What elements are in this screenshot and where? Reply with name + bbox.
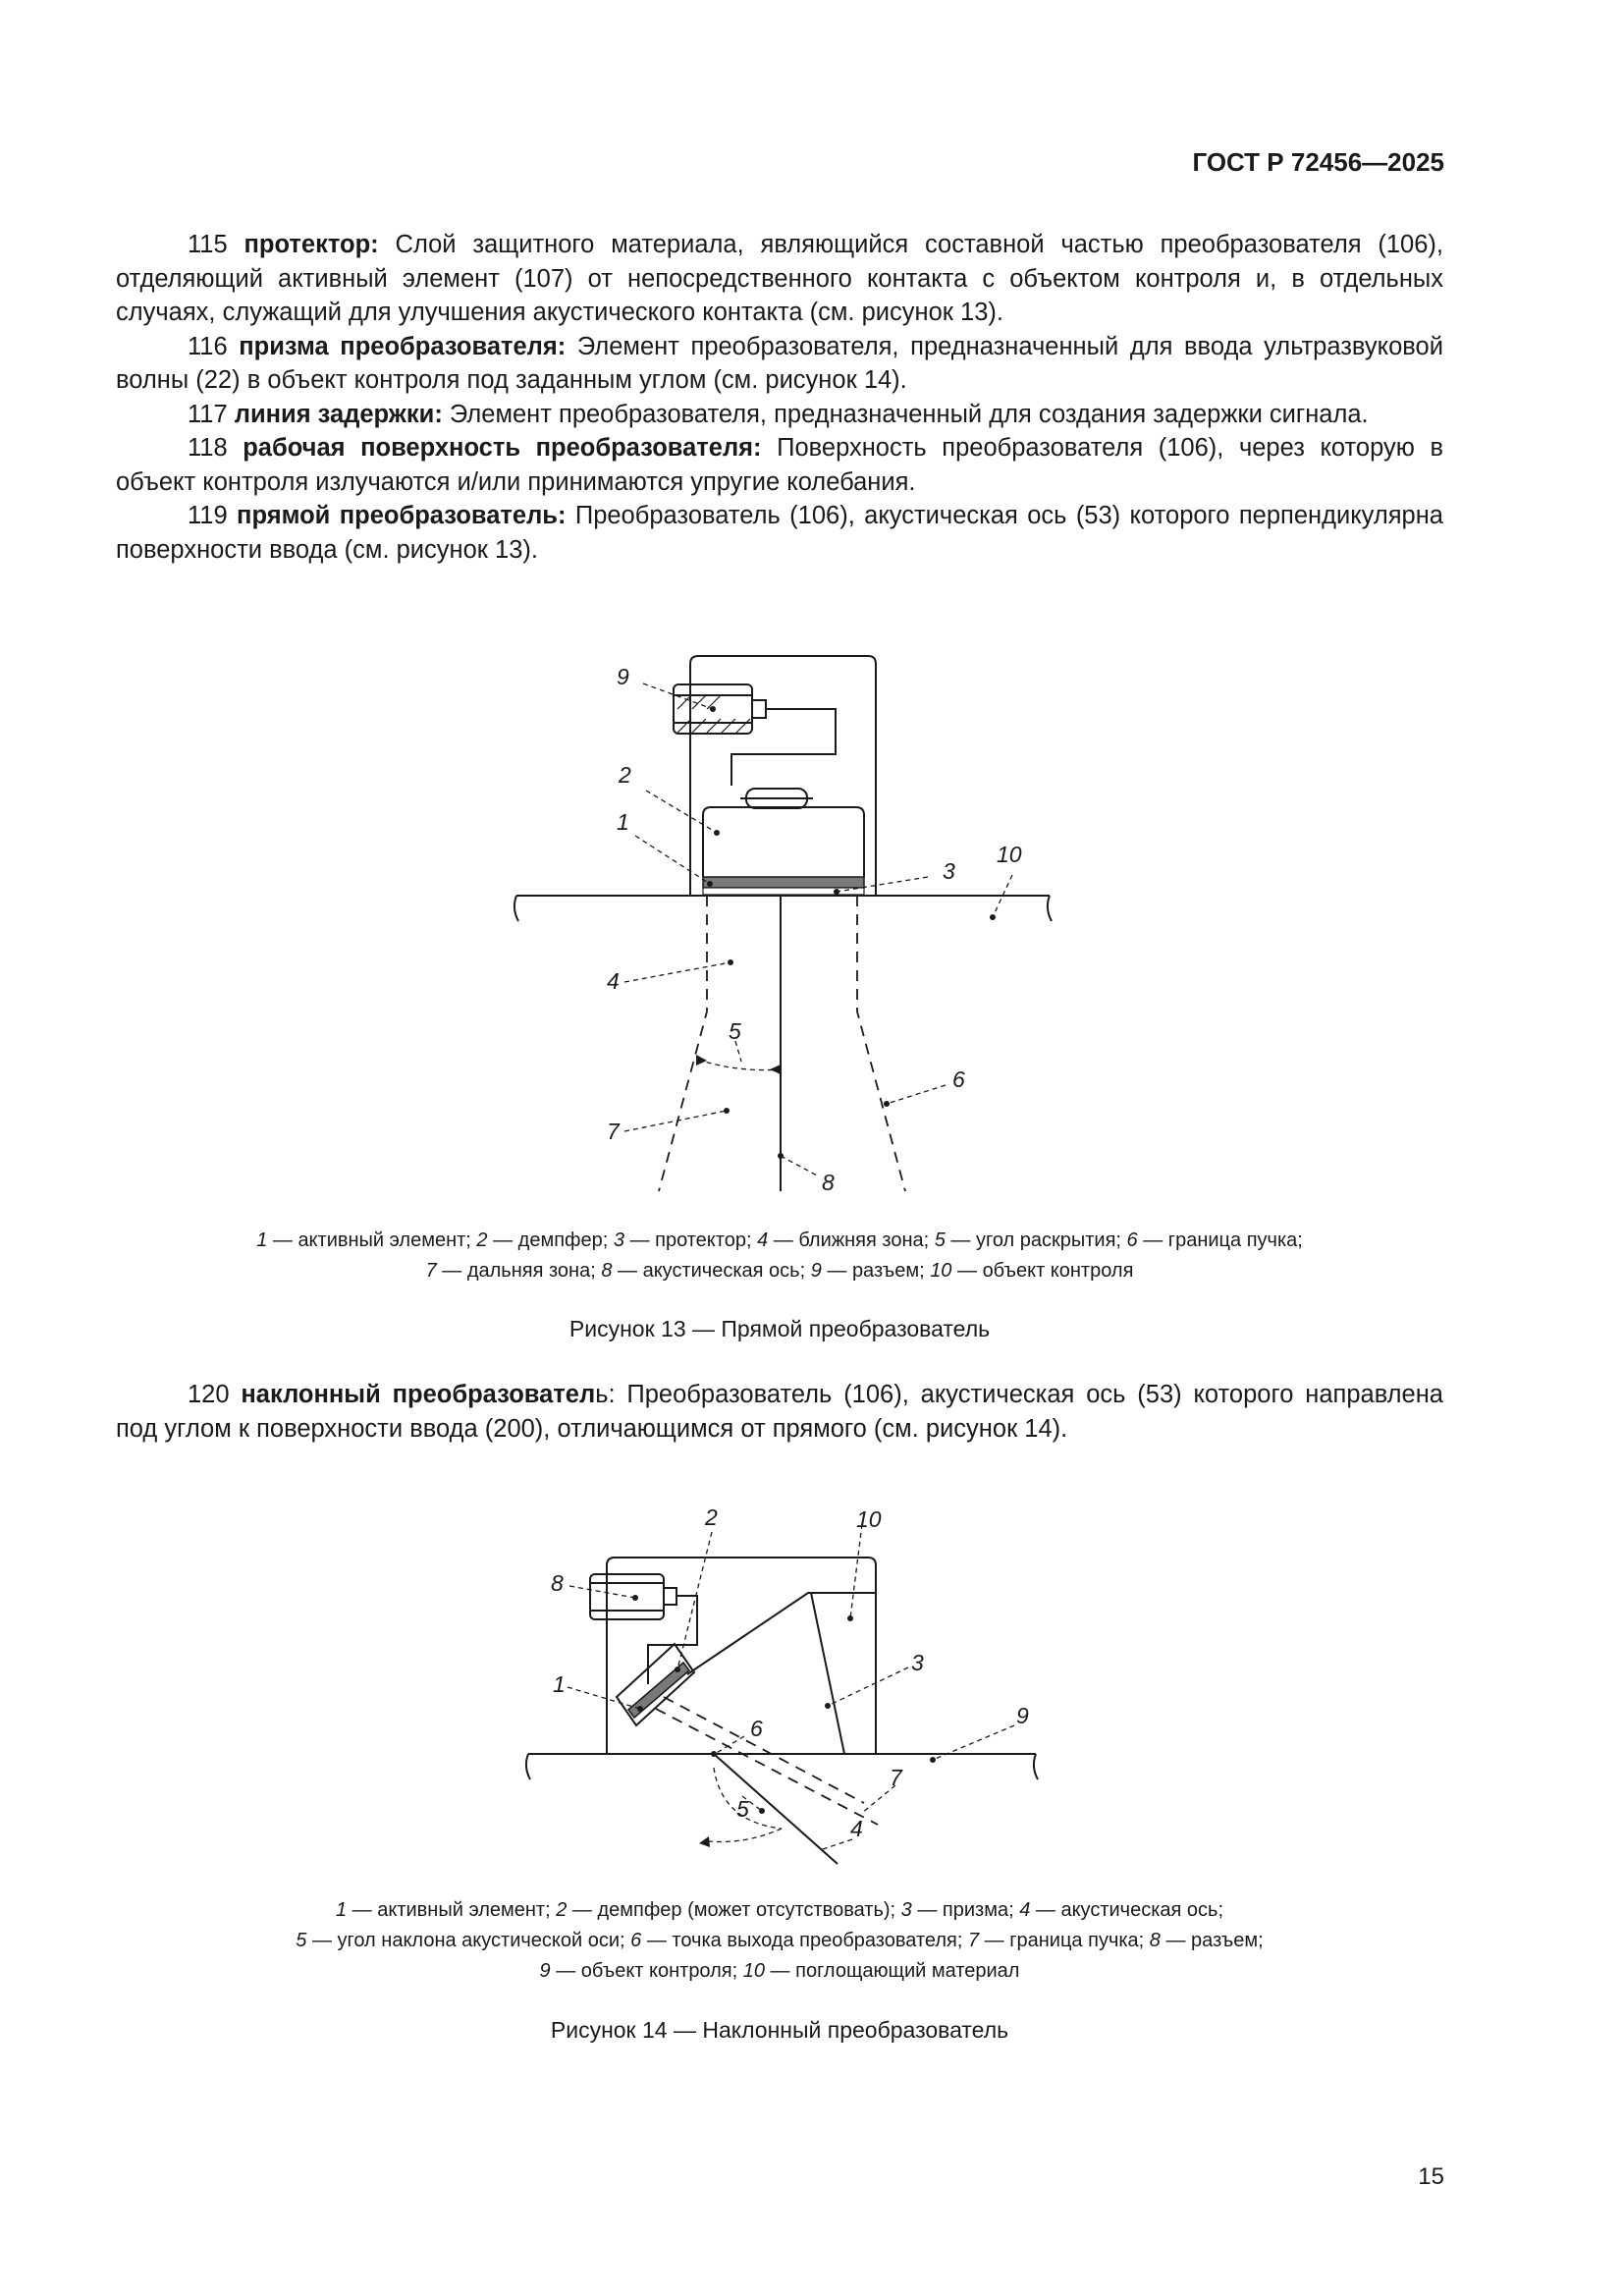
fig13-label-10: 10 — [997, 842, 1022, 867]
fig14-label-2: 2 — [705, 1504, 718, 1530]
legend-line-3: 9 — объект контроля; 10 — поглощающий материал — [539, 1960, 1020, 1982]
document-code: ГОСТ Р 72456—2025 — [1192, 147, 1444, 177]
fig13-label-5: 5 — [729, 1018, 741, 1044]
fig13-label-9: 9 — [617, 664, 629, 689]
fig14-label-10: 10 — [856, 1506, 882, 1532]
fig14-label-8: 8 — [551, 1570, 564, 1596]
fig13-label-6: 6 — [952, 1066, 965, 1092]
figure-13-caption: Рисунок 13 — Прямой преобразователь — [568, 1316, 991, 1341]
definitions-block-2 — [116, 1378, 1443, 1446]
fig14-label-5: 5 — [736, 1796, 749, 1822]
definition-118: 118 рабочая поверхность преобразователя: Поверхность преобразователя (106), через которую в объект контроля излучаются и/или принимаются упругие колебания. — [116, 434, 1443, 496]
legend-line-1: 1 — активный элемент; 2 — демпфер (может отсутствовать); 3 — призма; 4 — акустическая ось; — [336, 1899, 1223, 1921]
fig13-label-2: 2 — [619, 762, 631, 788]
page-number: 15 — [1418, 2163, 1444, 2190]
figure-14-legend — [116, 1895, 1443, 1987]
definition-116: 116 призма преобразователя: Элемент преобразователя, предназначенный для ввода ультразвуковой волны (22) в объект контроля под заданным углом (см. рисунок 14). — [116, 332, 1443, 394]
fig13-label-1: 1 — [617, 809, 629, 835]
fig13-label-8: 8 — [822, 1170, 835, 1195]
definition-120: 120 наклонный преобразователь: Преобразователь (106), акустическая ось (53) которого направлена под углом к поверхности ввода (200), отличающимся от прямого (см. рисунок 14). — [116, 1381, 1443, 1443]
legend-line-1: 1 — активный элемент; 2 — демпфер; 3 — протектор; 4 — ближняя зона; 5 — угол раскрытия; 6 — граница пучка; — [256, 1230, 1303, 1251]
fig14-label-4: 4 — [850, 1816, 863, 1841]
definition-115: 115 протектор: Слой защитного материала, являющийся составной частью преобразователя (106), отделяющий активный элемент (107) от непосредственного контакта с объектом контроля и, в отдельных случаях, служащий для улучшения акустического контакта (см. рисунок 13). — [116, 231, 1443, 326]
fig14-label-3: 3 — [911, 1650, 924, 1675]
definition-119: 119 прямой преобразователь: Преобразователь (106), акустическая ось (53) которого перпендикулярна поверхности ввода (см. рисунок 13). — [116, 502, 1443, 564]
fig14-label-6: 6 — [750, 1716, 763, 1741]
fig13-label-7: 7 — [607, 1119, 620, 1144]
fig13-label-4: 4 — [607, 968, 620, 994]
fig14-label-1: 1 — [553, 1671, 566, 1697]
definition-117: 117 линия задержки: Элемент преобразователя, предназначенный для создания задержки сигнала. — [188, 400, 1369, 428]
legend-line-2: 5 — угол наклона акустической оси; 6 — точка выхода преобразователя; 7 — граница пучка; 8 — разъем; — [296, 1930, 1264, 1951]
fig13-label-3: 3 — [943, 858, 955, 884]
figure-13-legend — [116, 1226, 1443, 1286]
fig14-label-9: 9 — [1016, 1703, 1029, 1728]
figure-14-caption: Рисунок 14 — Наклонный преобразователь — [550, 2017, 1009, 2043]
legend-line-2: 7 — дальняя зона; 8 — акустическая ось; 9 — разъем; 10 — объект контроля — [425, 1260, 1134, 1282]
fig14-label-7: 7 — [890, 1765, 902, 1790]
